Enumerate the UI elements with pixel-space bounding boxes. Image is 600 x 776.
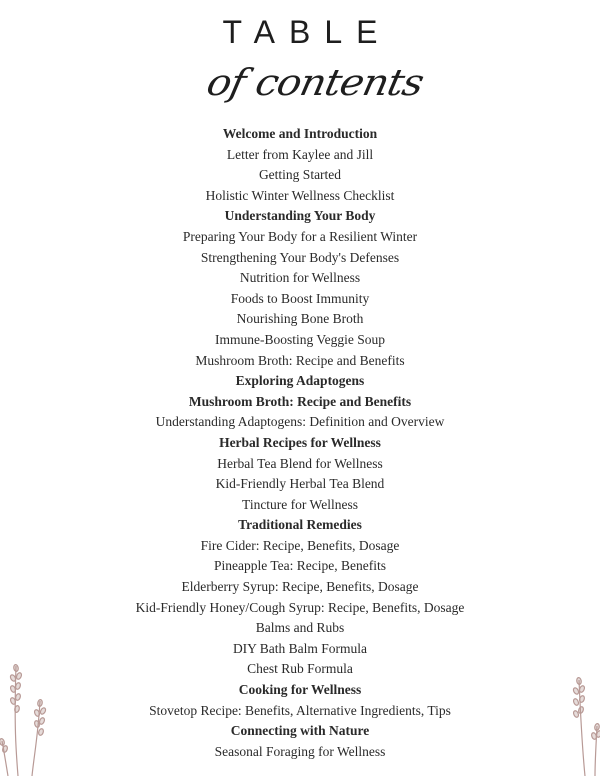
toc-section-heading[interactable]: Mushroom Broth: Recipe and Benefits [188, 393, 412, 409]
toc-entry[interactable]: DIY Bath Balm Formula [232, 640, 368, 656]
table-of-contents [0, 124, 600, 762]
page-title: TABLE [222, 14, 392, 50]
lavender-sprig-left-icon [0, 656, 60, 776]
toc-section-heading[interactable]: Connecting with Nature [230, 723, 370, 739]
toc-section-heading[interactable]: Exploring Adaptogens [235, 373, 365, 389]
toc-section-heading[interactable]: Herbal Recipes for Wellness [219, 434, 381, 450]
lavender-sprig-right-icon [555, 666, 600, 776]
toc-entry[interactable]: Getting Started [258, 167, 342, 183]
toc-entry[interactable]: Elderberry Syrup: Recipe, Benefits, Dosage [181, 579, 419, 595]
toc-entry[interactable]: Strengthening Your Body's Defenses [200, 249, 400, 265]
toc-entry[interactable]: Pineapple Tea: Recipe, Benefits [214, 558, 386, 574]
toc-entry[interactable]: Foods to Boost Immunity [230, 290, 370, 306]
toc-entry[interactable]: Fire Cider: Recipe, Benefits, Dosage [200, 537, 400, 553]
toc-entry[interactable]: Nutrition for Wellness [239, 270, 361, 286]
toc-entry[interactable]: Mushroom Broth: Recipe and Benefits [195, 352, 405, 368]
page-subtitle: of contents [203, 61, 427, 105]
toc-section-heading[interactable]: Understanding Your Body [224, 208, 376, 224]
toc-entry[interactable]: Nourishing Bone Broth [236, 311, 364, 327]
toc-section-heading[interactable]: Traditional Remedies [238, 517, 362, 533]
toc-entry[interactable]: Herbal Tea Blend for Wellness [217, 455, 383, 471]
toc-entry[interactable]: Understanding Adaptogens: Definition and Overview [155, 414, 445, 430]
toc-section-heading[interactable]: Cooking for Wellness [238, 682, 362, 698]
toc-entry[interactable]: Chest Rub Formula [247, 661, 353, 677]
toc-entry[interactable]: Kid-Friendly Honey/Cough Syrup: Recipe, Benefits, Dosage [135, 599, 465, 615]
toc-entry[interactable]: Immune-Boosting Veggie Soup [215, 331, 385, 347]
toc-entry[interactable]: Preparing Your Body for a Resilient Winter [182, 228, 418, 244]
toc-entry[interactable]: Balms and Rubs [255, 620, 345, 636]
toc-entry[interactable]: Seasonal Foraging for Wellness [214, 743, 386, 759]
toc-entry[interactable]: Letter from Kaylee and Jill [226, 146, 374, 162]
toc-entry[interactable]: Holistic Winter Wellness Checklist [205, 187, 395, 203]
toc-entry[interactable]: Stovetop Recipe: Benefits, Alternative Ingredients, Tips [149, 702, 451, 718]
toc-entry[interactable]: Kid-Friendly Herbal Tea Blend [215, 476, 385, 492]
toc-entry[interactable]: Tincture for Wellness [242, 496, 358, 512]
toc-section-heading[interactable]: Welcome and Introduction [222, 126, 378, 141]
